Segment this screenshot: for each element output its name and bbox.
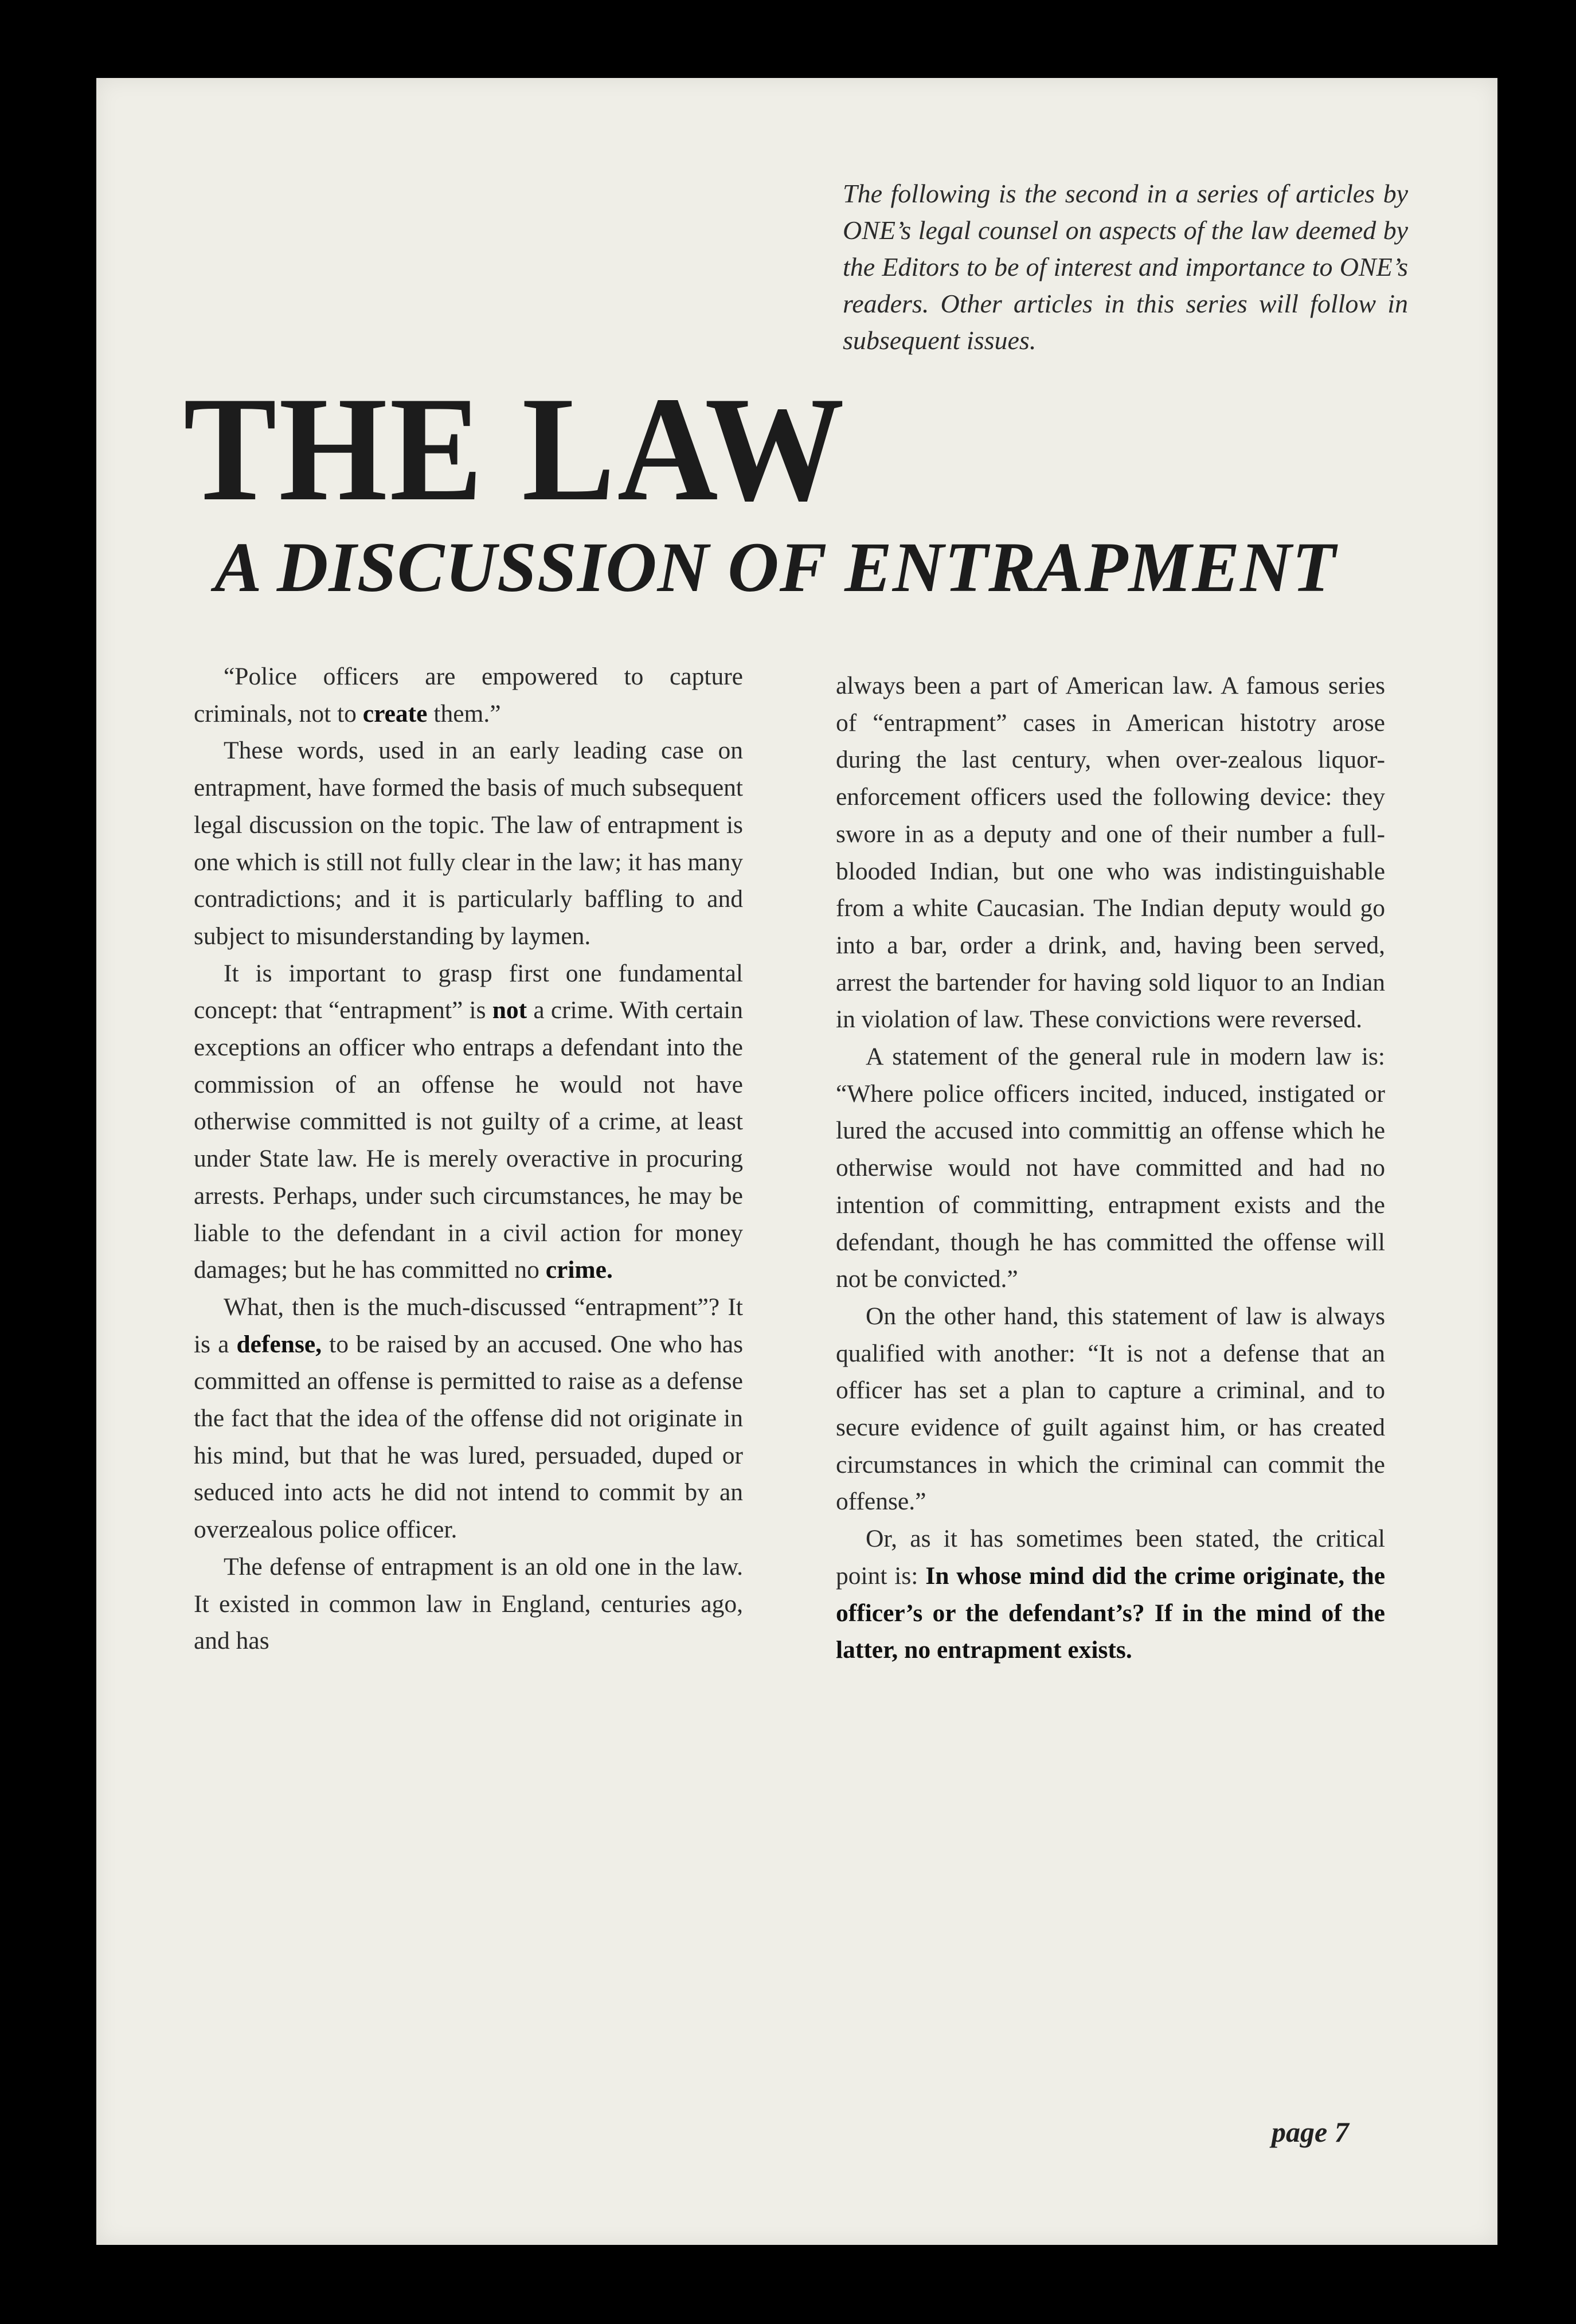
right-paragraph-3: On the other hand, this statement of law is always qualified with another: “It is not a defense that an officer has set a plan to capture a criminal, and to secure evidence of guilt against him, or has created circumstances in which the criminal can commit the offense.” xyxy=(836,1302,1385,1516)
right-paragraph-4 xyxy=(836,1520,1385,1669)
left-p3-bold: not xyxy=(492,996,527,1024)
article-subtitle: A DISCUSSION OF ENTRAPMENT xyxy=(214,528,1336,607)
left-p3-text-b: a crime. With certain exceptions an officer who entraps a defendant into the commission of an offense he would not have otherwise committed is not guilty of a crime, at least under State law. He is merely overactive in procuring arrests. Perhaps, under such circumstances, he may be liable to the defendant in a civil action for money damages; but he has committed no xyxy=(194,996,743,1284)
left-paragraph-3 xyxy=(194,955,743,1289)
left-paragraph-2: These words, used in an early leading case on entrapment, have formed the basis of much subsequent legal discussion on the topic. The law of entrapment is one which is still not fully clear in the law; it has many contradictions; and it is particularly baffling to and subject to misunderstanding by laymen. xyxy=(194,737,743,950)
article-title: THE LAW xyxy=(183,366,847,532)
left-p1-bold: create xyxy=(362,699,428,727)
left-column xyxy=(194,658,743,1660)
magazine-page xyxy=(96,78,1497,2245)
left-paragraph-5: The defense of entrapment is an old one in the law. It existed in common law in England, centuries ago, and has xyxy=(194,1552,743,1655)
left-paragraph-4 xyxy=(194,1289,743,1548)
left-p1-text: “Police officers are empowered to capture criminals, not to xyxy=(194,663,743,727)
left-p3-bold-2: crime. xyxy=(545,1256,613,1284)
intro-note: The following is the second in a series of articles by ONE’s legal counsel on aspects of the law deemed by the Editors to be of interest and importance to ONE’s readers. Other articles in this series will follow in subsequent issues. xyxy=(843,179,1408,355)
left-p3-text-a: It is important to grasp first one fundamental concept: that “entrapment” is xyxy=(194,959,743,1024)
left-p4-text-a: What, then is the much-discussed “entrapment”? It is a xyxy=(194,1293,743,1358)
right-p4-bold: In whose mind did the crime originate, the officer’s or the defendant’s? If in the mind of the latter, no entrapment exists. xyxy=(836,1562,1386,1664)
right-p4-text: Or, as it has sometimes been stated, the critical point is: xyxy=(836,1525,1385,1590)
left-paragraph-1 xyxy=(194,658,743,732)
right-paragraph-2: A statement of the general rule in modern law is: “Where police officers incited, induced, instigated or lured the accused into committig an offense which he otherwise would not have committed and had no intention of committing, entrapment exists and the defendant, though he has committed the offense will not be convicted.” xyxy=(836,1043,1385,1293)
left-p4-text-b: to be raised by an accused. One who has committed an offense is permitted to raise as a defense the fact that the idea of the offense did not originate in his mind, but that he was lured, persuaded, duped or seduced into acts he did not intend to commit by an overzealous police officer. xyxy=(194,1330,743,1544)
right-paragraph-1: always been a part of American law. A famous series of “entrapment” cases in American histotry arose during the last century, when over-zealous liquor-enforcement officers used the following device: they swore in as a deputy and one of their number a full-blooded Indian, but one who was indistinguishable from a white Caucasian. The Indian deputy would go into a bar, order a drink, and, having been served, arrest the bartender for having sold liquor to an Indian in violation of law. These convictions were reversed. xyxy=(836,672,1385,1034)
left-p1-end: them.” xyxy=(433,699,501,727)
right-column xyxy=(836,667,1385,1669)
page-number: page 7 xyxy=(1272,2116,1349,2148)
left-p4-bold: defense, xyxy=(236,1330,322,1358)
